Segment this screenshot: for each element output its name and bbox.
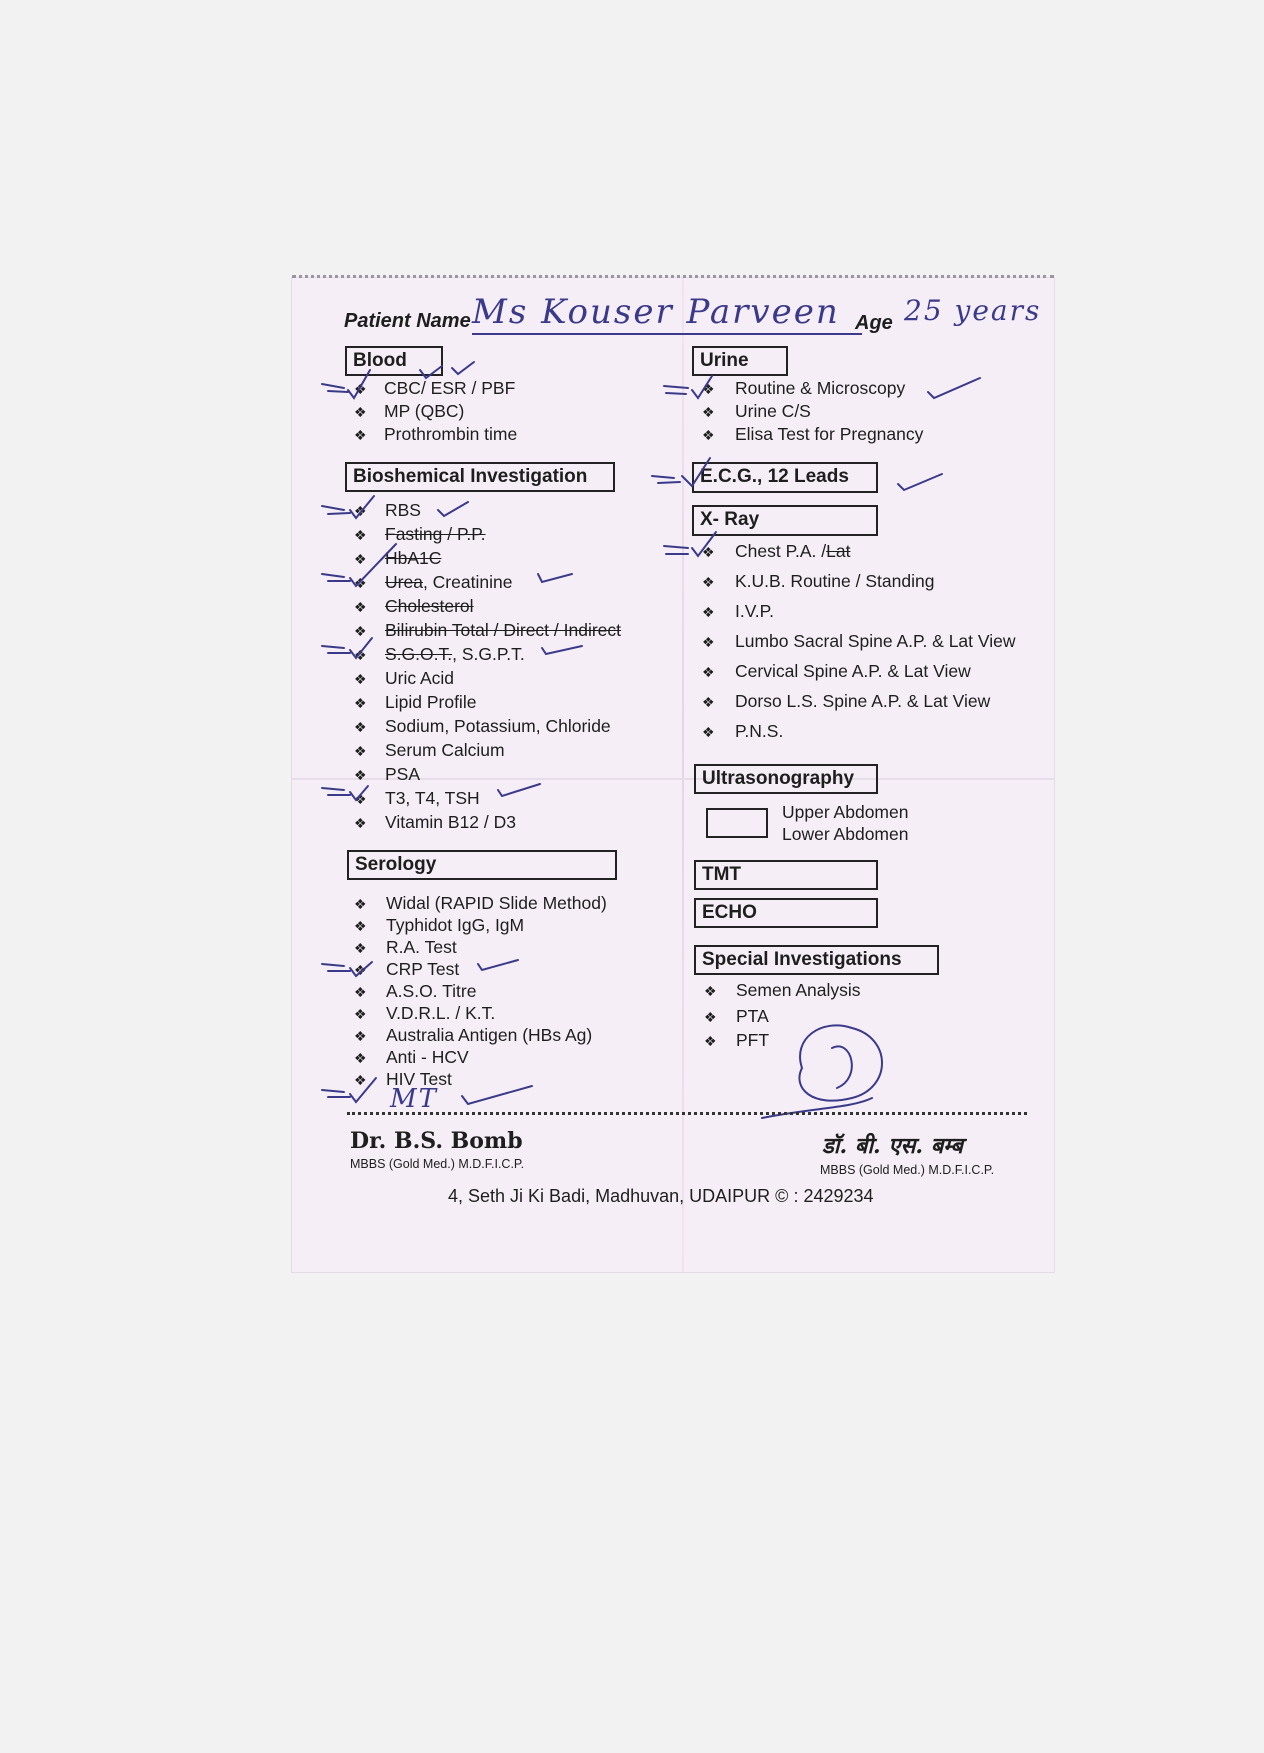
- list-item: Cervical Spine A.P. & Lat View: [735, 661, 971, 681]
- tick-mark: [322, 786, 368, 800]
- section-biochemical: Bioshemical Investigation: [345, 462, 615, 492]
- list-item-struck: Lat: [826, 541, 851, 561]
- bullet: ❖: [354, 719, 367, 735]
- bullet: ❖: [354, 404, 367, 420]
- list-item: Serum Calcium: [385, 740, 505, 760]
- bullet: ❖: [354, 918, 367, 934]
- tick-mark: [420, 362, 474, 378]
- bullet: ❖: [702, 381, 715, 397]
- signature: [762, 1025, 882, 1118]
- section-blood: Blood: [345, 346, 443, 376]
- tick-mark: [322, 370, 370, 398]
- list-item: Elisa Test for Pregnancy: [735, 424, 924, 444]
- bullet: ❖: [354, 896, 367, 912]
- list-item: MP (QBC): [384, 401, 465, 421]
- list-item: Bilirubin Total / Direct / Indirect: [385, 620, 622, 640]
- bullet: ❖: [702, 664, 715, 680]
- list-item: Semen Analysis: [736, 980, 861, 1000]
- age-label: Age: [855, 312, 893, 334]
- patient-name-value: Ms Kouser Parveen: [472, 292, 840, 332]
- doctor-name-en: Dr. B.S. Bomb: [350, 1128, 523, 1154]
- list-item: Cholesterol: [385, 596, 474, 616]
- list-item: T3, T4, TSH: [385, 788, 480, 808]
- list-item: R.A. Test: [386, 937, 457, 957]
- prescription-sheet: [292, 278, 1054, 1272]
- bullet: ❖: [702, 544, 715, 560]
- section-serology: Serology: [347, 850, 617, 880]
- bullet: ❖: [704, 1033, 717, 1049]
- list-item-rest: , Creatinine: [422, 572, 513, 592]
- list-item: PSA: [385, 764, 421, 784]
- bullet: ❖: [354, 940, 367, 956]
- tick-mark: [322, 638, 372, 658]
- doctor-quals-en: MBBS (Gold Med.) M.D.F.I.C.P.: [350, 1157, 525, 1171]
- address-text: 4, Seth Ji Ki Badi, Madhuvan, UDAIPUR: [448, 1186, 771, 1206]
- list-item: Prothrombin time: [384, 424, 518, 444]
- list-item: K.U.B. Routine / Standing: [735, 571, 935, 591]
- list-item: CBC/ ESR / PBF: [384, 378, 516, 398]
- tick-mark: [542, 646, 582, 654]
- tick-mark: [462, 1086, 532, 1104]
- tick-mark: [478, 960, 518, 970]
- bullet: ❖: [354, 1006, 367, 1022]
- bullet: ❖: [354, 1050, 367, 1066]
- tick-mark: [652, 458, 710, 486]
- list-item: P.N.S.: [735, 721, 784, 741]
- list-item: PTA: [736, 1006, 769, 1026]
- bullet: ❖: [354, 575, 367, 591]
- phone-number: : 2429234: [793, 1186, 874, 1206]
- phone-icon: ©: [775, 1186, 789, 1206]
- section-ultrasonography: Ultrasonography: [694, 764, 878, 794]
- tick-mark: [322, 496, 374, 518]
- tick-mark: [664, 532, 716, 556]
- list-item: RBS: [385, 500, 421, 520]
- list-item: Typhidot IgG, IgM: [386, 915, 525, 935]
- tick-mark: [898, 474, 942, 490]
- bullet: ❖: [354, 503, 367, 519]
- list-item-struck: Urea: [385, 572, 423, 592]
- list-item: V.D.R.L. / K.T.: [386, 1003, 496, 1023]
- bullet: ❖: [354, 599, 367, 615]
- list-item: CRP Test: [386, 959, 460, 979]
- list-item: Vitamin B12 / D3: [385, 812, 516, 832]
- bullet: ❖: [354, 767, 367, 783]
- bullet: ❖: [354, 623, 367, 639]
- age-value: 25 years: [904, 294, 1042, 327]
- bullet: ❖: [702, 694, 715, 710]
- bullet: ❖: [354, 427, 367, 443]
- bullet: ❖: [354, 815, 367, 831]
- bullet: ❖: [354, 743, 367, 759]
- list-item-rest: , S.G.P.T.: [452, 644, 525, 664]
- pen-marks: [292, 278, 1054, 1272]
- section-special-investigations: Special Investigations: [694, 945, 939, 975]
- bullet: ❖: [702, 634, 715, 650]
- clinic-address: [448, 1186, 874, 1207]
- bullet: ❖: [354, 527, 367, 543]
- bullet: ❖: [354, 381, 367, 397]
- list-item: Lower Abdomen: [782, 824, 909, 844]
- footer-divider: [347, 1112, 1027, 1115]
- bullet: ❖: [354, 1072, 367, 1088]
- list-item: HIV Test: [386, 1069, 452, 1089]
- list-item: Fasting / P.P.: [385, 524, 486, 544]
- tick-mark: [928, 378, 980, 398]
- tick-mark: [664, 376, 712, 398]
- bullet: ❖: [354, 551, 367, 567]
- bullet: ❖: [354, 791, 367, 807]
- bullet: ❖: [702, 604, 715, 620]
- list-item: Dorso L.S. Spine A.P. & Lat View: [735, 691, 991, 711]
- tick-mark: [322, 962, 372, 976]
- list-item: Upper Abdomen: [782, 802, 909, 822]
- list-item: Widal (RAPID Slide Method): [386, 893, 607, 913]
- list-item: A.S.O. Titre: [386, 981, 477, 1001]
- patient-name-label: Patient Name: [344, 310, 471, 332]
- list-item: Routine & Microscopy: [735, 378, 906, 398]
- bullet: ❖: [354, 962, 367, 978]
- doctor-quals-hi: MBBS (Gold Med.) M.D.F.I.C.P.: [820, 1163, 995, 1177]
- section-tmt: TMT: [694, 860, 878, 890]
- bullet: ❖: [704, 1009, 717, 1025]
- bullet: ❖: [354, 671, 367, 687]
- section-ecg: E.C.G., 12 Leads: [692, 462, 878, 493]
- bullet: ❖: [702, 724, 715, 740]
- list-item-struck: S.G.O.T.: [385, 644, 453, 664]
- list-item: PFT: [736, 1030, 770, 1050]
- section-echo: ECHO: [694, 898, 878, 928]
- list-item: Urine C/S: [735, 401, 811, 421]
- bullet: ❖: [354, 984, 367, 1000]
- list-item-text: Chest P.A. /: [735, 541, 827, 561]
- tick-mark: [322, 544, 396, 586]
- bullet: ❖: [702, 427, 715, 443]
- bullet: ❖: [354, 647, 367, 663]
- list-item: HbA1C: [385, 548, 442, 568]
- bullet: ❖: [704, 983, 717, 999]
- tick-mark: [322, 1078, 376, 1102]
- tick-mark: [498, 784, 540, 796]
- tick-mark: [438, 502, 468, 516]
- list-item: Australia Antigen (HBs Ag): [386, 1025, 593, 1045]
- tick-mark: [538, 574, 572, 582]
- doctor-name-hi: डॉ. बी. एस. बम्ब: [822, 1133, 963, 1159]
- list-item: Lipid Profile: [385, 692, 477, 712]
- list-item: Sodium, Potassium, Chloride: [385, 716, 611, 736]
- bullet: ❖: [702, 574, 715, 590]
- bullet: ❖: [354, 1028, 367, 1044]
- list-item: Uric Acid: [385, 668, 455, 688]
- list-item: Lumbo Sacral Spine A.P. & Lat View: [735, 631, 1016, 651]
- list-item: Anti - HCV: [386, 1047, 469, 1067]
- section-xray: X- Ray: [692, 505, 878, 536]
- section-urine: Urine: [692, 346, 788, 376]
- list-item: I.V.P.: [735, 601, 774, 621]
- bullet: ❖: [702, 404, 715, 420]
- handwritten-extra-test: MT: [390, 1084, 438, 1114]
- bullet: ❖: [354, 695, 367, 711]
